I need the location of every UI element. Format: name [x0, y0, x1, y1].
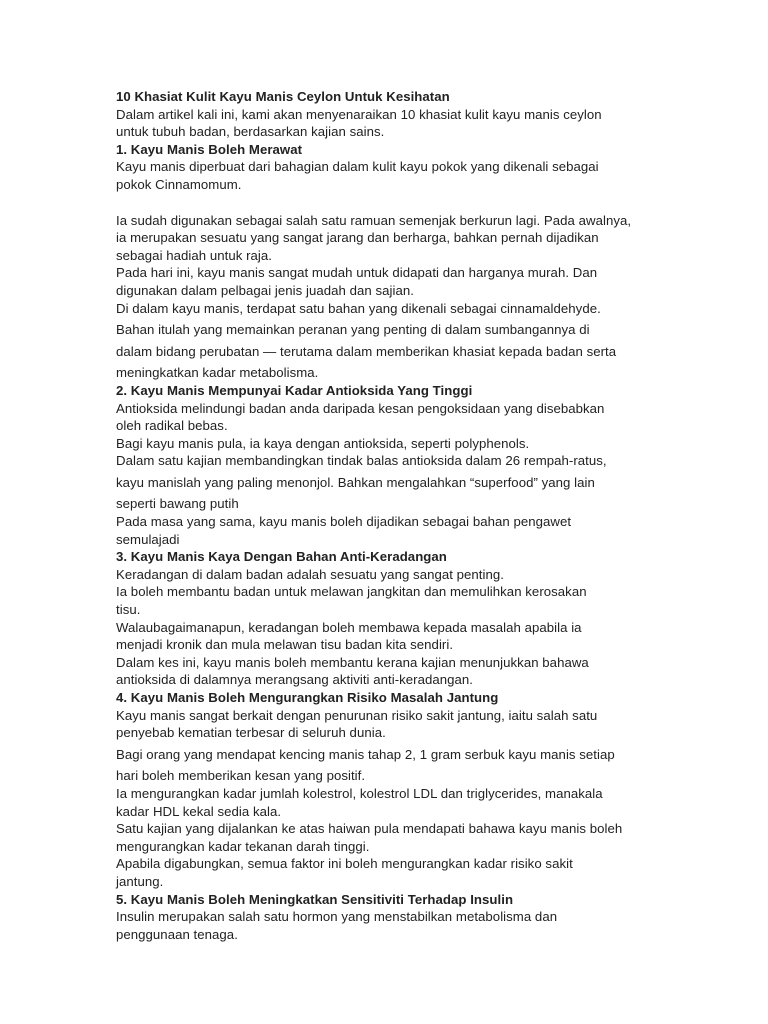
text-line: Dalam kes ini, kayu manis boleh membantu kerana kajian menunjukkan bahawa — [116, 654, 589, 670]
text-line: Antioksida melindungi badan anda daripada kesan pengoksidaan yang disebabkan — [116, 400, 605, 416]
text-line: Satu kajian yang dijalankan ke atas haiwan pula mendapati bahawa kayu manis boleh — [116, 821, 623, 837]
text-line: hari boleh memberikan kesan yang positif. — [116, 768, 366, 784]
section-heading: 4. Kayu Manis Boleh Mengurangkan Risiko Masalah Jantung — [116, 690, 499, 705]
text-line: Bahan itulah yang memainkan peranan yang penting di dalam sumbangannya di — [116, 322, 590, 338]
text-line: ia merupakan sesuatu yang sangat jarang dan berharga, bahkan pernah dijadikan — [116, 230, 599, 246]
text-line: meningkatkan kadar metabolisma. — [116, 365, 319, 381]
text-line: Dalam artikel kali ini, kami akan menyenaraikan 10 khasiat kulit kayu manis ceylon — [116, 106, 602, 122]
text-line: antioksida di dalamnya merangsang aktiviti anti-keradangan. — [116, 672, 474, 688]
text-line: semulajadi — [116, 531, 180, 547]
section-heading: 1. Kayu Manis Boleh Merawat — [116, 141, 303, 157]
section-heading: 2. Kayu Manis Mempunyai Kadar Antioksida Yang Tinggi — [116, 382, 473, 398]
text-line: tisu. — [116, 602, 141, 618]
text-line: Bagi orang yang mendapat kencing manis tahap 2, 1 gram serbuk kayu manis setiap — [116, 746, 615, 762]
section-heading: 5. Kayu Manis Boleh Meningkatkan Sensitiviti Terhadap Insulin — [116, 891, 514, 907]
text-line: Ia mengurangkan kadar jumlah kolestrol, kolestrol LDL dan triglycerides, manakala — [116, 785, 603, 801]
text-line: Pada masa yang sama, kayu manis boleh dijadikan sebagai bahan pengawet — [116, 514, 572, 530]
text-line: Dalam satu kajian membandingkan tindak balas antioksida dalam 26 rempah-ratus, — [116, 453, 607, 469]
text-line: dalam bidang perubatan — terutama dalam memberikan khasiat kepada badan serta — [116, 343, 617, 359]
text-line: Bagi kayu manis pula, ia kaya dengan antioksida, seperti polyphenols. — [116, 435, 530, 451]
text-line: menjadi kronik dan mula melawan tisu badan kita sendiri. — [116, 637, 454, 653]
blank-line — [116, 194, 668, 212]
text-line: Keradangan di dalam badan adalah sesuatu yang sangat penting. — [116, 566, 504, 582]
text-line: kayu manislah yang paling menonjol. Bahkan mengalahkan “superfood” yang lain — [116, 474, 595, 490]
text-line: jantung. — [116, 873, 164, 889]
text-line: penyebab kematian terbesar di seluruh dunia. — [116, 725, 386, 741]
text-line: kadar HDL kekal sedia kala. — [116, 803, 282, 819]
text-line: Insulin merupakan salah satu hormon yang menstabilkan metabolisma dan — [116, 909, 558, 925]
text-line: Pada hari ini, kayu manis sangat mudah untuk didapati dan harganya murah. Dan — [116, 265, 598, 281]
text-line: mengurangkan kadar tekanan darah tinggi. — [116, 838, 370, 854]
text-line: pokok Cinnamomum. — [116, 176, 242, 192]
text-line: seperti bawang putih — [116, 496, 239, 512]
text-line: sebagai hadiah untuk raja. — [116, 247, 273, 263]
text-line: untuk tubuh badan, berdasarkan kajian sains. — [116, 124, 385, 140]
text-line: Ia sudah digunakan sebagai salah satu ramuan semenjak berkurun lagi. Pada awalnya, — [116, 212, 632, 228]
section-heading: 10 Khasiat Kulit Kayu Manis Ceylon Untuk Kesihatan — [116, 89, 450, 104]
text-line: oleh radikal bebas. — [116, 418, 228, 434]
text-line: Ia boleh membantu badan untuk melawan jangkitan dan memulihkan kerosakan — [116, 584, 587, 600]
text-line: Kayu manis sangat berkait dengan penurunan risiko sakit jantung, iaitu salah satu — [116, 707, 598, 723]
text-line: Walaubagaimanapun, keradangan boleh membawa kepada masalah apabila ia — [116, 619, 582, 635]
text-line: penggunaan tenaga. — [116, 926, 238, 942]
text-line: Di dalam kayu manis, terdapat satu bahan yang dikenali sebagai cinnamaldehyde. — [116, 300, 601, 316]
text-line: Kayu manis diperbuat dari bahagian dalam kulit kayu pokok yang dikenali sebagai — [116, 159, 599, 175]
section-heading: 3. Kayu Manis Kaya Dengan Bahan Anti-Keradangan — [116, 549, 447, 565]
text-line: digunakan dalam pelbagai jenis juadah dan sajian. — [116, 282, 414, 298]
text-line: Apabila digabungkan, semua faktor ini boleh mengurangkan kadar risiko sakit — [116, 856, 573, 872]
